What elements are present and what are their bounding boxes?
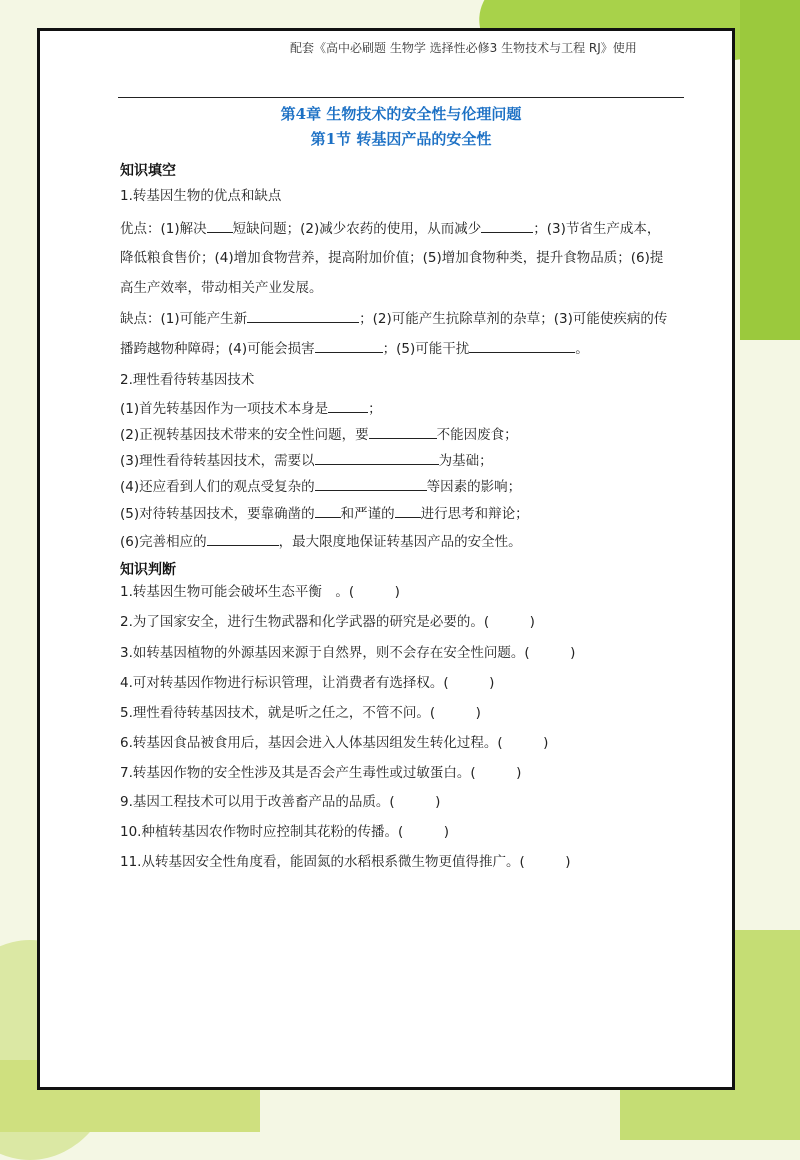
fill-heading: 知识填空 — [120, 163, 176, 179]
section-title: 第1节 转基因产品的安全性 — [310, 130, 492, 148]
page-header: 配套《高中必刷题 生物学 选择性必修3 生物技术与工程 RJ》使用 — [290, 41, 637, 55]
text: (6)完善相应的 — [120, 534, 207, 550]
blank[interactable] — [207, 531, 279, 546]
rational-item-4 — [120, 476, 521, 497]
text: (5)对待转基因技术，要靠确凿的 — [120, 506, 315, 522]
judge-item-2[interactable]: 2.为了国家安全，进行生物武器和化学武器的研究是必要的。( ) — [120, 614, 535, 630]
rational-item-5 — [120, 503, 529, 524]
blank[interactable] — [247, 308, 359, 323]
decor-shape-right — [740, 0, 800, 340]
blank[interactable] — [207, 218, 233, 233]
judge-item-9[interactable]: 9.基因工程技术可以用于改善畜产品的品质。( ) — [120, 794, 441, 810]
rational-item-3 — [120, 450, 493, 471]
disadvantages-line-2 — [120, 338, 589, 359]
advantages-line-2: 降低粮食售价；(4)增加食物营养，提高附加价值；(5)增加食物种类，提升食物品质；(6)提 — [120, 250, 664, 266]
blank[interactable] — [315, 338, 383, 353]
text: (2)正视转基因技术带来的安全性问题，要 — [120, 427, 369, 443]
text: 等因素的影响； — [426, 479, 522, 495]
text: 播跨越物种障碍；(4)可能会损害 — [120, 341, 315, 357]
judge-heading: 知识判断 — [120, 562, 176, 578]
rational-item-2 — [120, 424, 518, 445]
blank[interactable] — [469, 338, 575, 353]
judge-item-7[interactable]: 7.转基因作物的安全性涉及其是否会产生毒性或过敏蛋白。( ) — [120, 765, 522, 781]
chapter-title: 第4章 生物技术的安全性与伦理问题 — [280, 105, 522, 123]
blank[interactable] — [315, 503, 341, 518]
text: ；(5)可能干扰 — [382, 341, 470, 357]
blank[interactable] — [395, 503, 421, 518]
text: 缺点：(1)可能产生新 — [120, 311, 248, 327]
text: 。 — [575, 341, 589, 357]
rational-item-6 — [120, 531, 522, 552]
judge-item-11[interactable]: 11.从转基因安全性角度看，能固氮的水稻根系微生物更值得推广。( ) — [120, 854, 571, 870]
header-divider — [118, 97, 684, 98]
blank[interactable] — [328, 398, 368, 413]
rational-item-1 — [120, 398, 382, 419]
text: ；(2)可能产生抗除草剂的杂草；(3)可能使疾病的传 — [359, 311, 668, 327]
text: 和严谨的 — [340, 506, 395, 522]
judge-item-3[interactable]: 3.如转基因植物的外源基因来源于自然界，则不会存在安全性问题。( ) — [120, 645, 576, 661]
advantages-line-1 — [120, 218, 660, 239]
text: 优点：(1)解决 — [120, 221, 207, 237]
judge-item-1[interactable]: 1.转基因生物可能会破坏生态平衡 。( ) — [120, 584, 400, 600]
text: ，最大限度地保证转基因产品的安全性。 — [278, 534, 522, 550]
disadvantages-line-1 — [120, 308, 667, 329]
text: 不能因废食； — [436, 427, 518, 443]
text: 短缺问题；(2)减少农药的使用，从而减少 — [232, 221, 482, 237]
q1-title: 1.转基因生物的优点和缺点 — [120, 188, 282, 204]
blank[interactable] — [315, 450, 439, 465]
judge-item-10[interactable]: 10.种植转基因农作物时应控制其花粉的传播。( ) — [120, 824, 450, 840]
text: (4)还应看到人们的观点受复杂的 — [120, 479, 315, 495]
advantages-line-3: 高生产效率，带动相关产业发展。 — [120, 280, 323, 296]
text: ；(3)节省生产成本， — [533, 221, 661, 237]
q2-title: 2.理性看待转基因技术 — [120, 372, 255, 388]
text: 进行思考和辩论； — [420, 506, 529, 522]
blank[interactable] — [315, 476, 427, 491]
blank[interactable] — [369, 424, 437, 439]
judge-item-5[interactable]: 5.理性看待转基因技术，就是听之任之，不管不问。( ) — [120, 705, 481, 721]
text: 为基础； — [438, 453, 493, 469]
text: ； — [368, 401, 382, 417]
judge-item-6[interactable]: 6.转基因食品被食用后，基因会进入人体基因组发生转化过程。( ) — [120, 735, 549, 751]
text: (1)首先转基因作为一项技术本身是 — [120, 401, 329, 417]
judge-item-4[interactable]: 4.可对转基因作物进行标识管理，让消费者有选择权。( ) — [120, 675, 495, 691]
text: (3)理性看待转基因技术，需要以 — [120, 453, 315, 469]
blank[interactable] — [481, 218, 533, 233]
